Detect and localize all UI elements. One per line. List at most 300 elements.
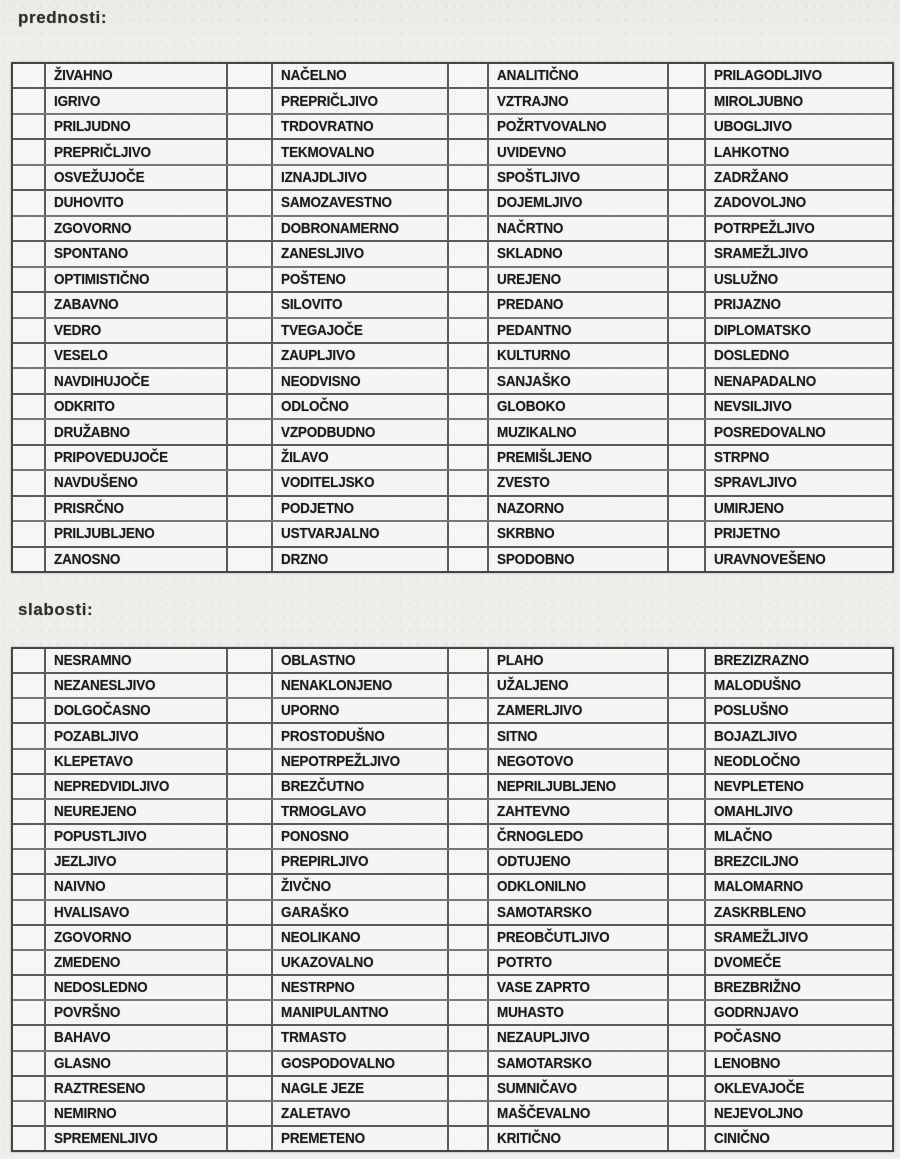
checkbox-cell[interactable]: [449, 1077, 489, 1100]
word-cell: [489, 850, 669, 873]
trait-word: PRIJETNO: [714, 525, 781, 543]
word-cell: [273, 522, 449, 545]
trait-word: POTRTO: [497, 953, 552, 971]
checkbox-cell[interactable]: [13, 268, 46, 291]
word-cell: [46, 293, 228, 316]
word-cell: [489, 522, 669, 545]
checkbox-cell[interactable]: [13, 1077, 46, 1100]
checkbox-cell[interactable]: [669, 140, 706, 163]
checkbox-cell[interactable]: [228, 951, 273, 974]
word-cell: [273, 901, 449, 924]
trait-word: NEVPLETENO: [714, 777, 804, 795]
trait-word: ZVESTO: [497, 474, 550, 492]
checkbox-cell[interactable]: [669, 64, 706, 87]
checkbox-cell[interactable]: [449, 649, 489, 672]
trait-word: PROSTODUŠNO: [281, 727, 385, 745]
word-cell: [46, 115, 228, 138]
checkbox-cell[interactable]: [669, 319, 706, 342]
checkbox-cell[interactable]: [13, 89, 46, 112]
table-row: [13, 522, 892, 547]
trait-word: ZABAVNO: [54, 296, 119, 314]
checkbox-cell[interactable]: [449, 674, 489, 697]
word-cell: [46, 420, 228, 443]
trait-word: SKLADNO: [497, 245, 563, 263]
trait-word: DOLGOČASNO: [54, 702, 151, 720]
table-row: [13, 89, 892, 114]
table-row: [13, 1127, 892, 1150]
trait-word: POSLUŠNO: [714, 702, 789, 720]
checkbox-cell[interactable]: [449, 951, 489, 974]
trait-word: KRITIČNO: [497, 1130, 561, 1148]
word-cell: [46, 775, 228, 798]
checkbox-cell[interactable]: [669, 497, 706, 520]
checkbox-cell[interactable]: [13, 674, 46, 697]
checkbox-cell[interactable]: [228, 344, 273, 367]
trait-word: GARAŠKO: [281, 903, 349, 921]
checkbox-cell[interactable]: [449, 1127, 489, 1150]
word-cell: [273, 115, 449, 138]
checkbox-cell[interactable]: [669, 242, 706, 265]
word-cell: [489, 674, 669, 697]
checkbox-cell[interactable]: [228, 522, 273, 545]
word-cell: [706, 699, 889, 722]
checkbox-cell[interactable]: [449, 497, 489, 520]
checkbox-cell[interactable]: [669, 724, 706, 747]
table-row: [13, 344, 892, 369]
checkbox-cell[interactable]: [228, 217, 273, 240]
checkbox-cell[interactable]: [228, 1077, 273, 1100]
word-cell: [46, 140, 228, 163]
checkbox-cell[interactable]: [13, 471, 46, 494]
trait-word: PRILJUDNO: [54, 118, 131, 136]
word-cell: [706, 724, 889, 747]
checkbox-cell[interactable]: [228, 140, 273, 163]
word-cell: [273, 976, 449, 999]
checkbox-cell[interactable]: [449, 64, 489, 87]
trait-word: LAHKOTNO: [714, 143, 790, 161]
checkbox-cell[interactable]: [449, 115, 489, 138]
checkbox-cell[interactable]: [13, 901, 46, 924]
checkbox-cell[interactable]: [669, 1127, 706, 1150]
trait-word: NESTRPNO: [281, 979, 355, 997]
checkbox-cell[interactable]: [228, 191, 273, 214]
word-cell: [46, 649, 228, 672]
checkbox-cell[interactable]: [669, 875, 706, 898]
word-cell: [706, 674, 889, 697]
checkbox-cell[interactable]: [13, 825, 46, 848]
trait-word: SRAMEŽLJIVO: [714, 245, 809, 263]
trait-word: GODRNJAVO: [714, 1004, 799, 1022]
word-cell: [706, 420, 889, 443]
checkbox-cell[interactable]: [228, 976, 273, 999]
checkbox-cell[interactable]: [228, 1052, 273, 1075]
checkbox-cell[interactable]: [13, 750, 46, 773]
table-row: [13, 1026, 892, 1051]
checkbox-cell[interactable]: [228, 926, 273, 949]
table-row: [13, 825, 892, 850]
checkbox-cell[interactable]: [13, 217, 46, 240]
checkbox-cell[interactable]: [228, 699, 273, 722]
checkbox-cell[interactable]: [669, 926, 706, 949]
checkbox-cell[interactable]: [13, 522, 46, 545]
word-cell: [273, 89, 449, 112]
checkbox-cell[interactable]: [449, 446, 489, 469]
word-cell: [273, 875, 449, 898]
table-row: [13, 497, 892, 522]
word-cell: [273, 724, 449, 747]
checkbox-cell[interactable]: [228, 649, 273, 672]
word-cell: [489, 750, 669, 773]
trait-word: ZAMERLJIVO: [497, 702, 583, 720]
word-cell: [489, 800, 669, 823]
checkbox-cell[interactable]: [449, 699, 489, 722]
word-cell: [706, 800, 889, 823]
checkbox-cell[interactable]: [449, 242, 489, 265]
checkbox-cell[interactable]: [669, 369, 706, 392]
checkbox-cell[interactable]: [228, 64, 273, 87]
word-cell: [706, 1077, 889, 1100]
checkbox-cell[interactable]: [228, 471, 273, 494]
trait-word: PRILJUBLJENO: [54, 525, 155, 543]
checkbox-cell[interactable]: [449, 825, 489, 848]
word-cell: [46, 395, 228, 418]
table-row: [13, 64, 892, 89]
table-row: [13, 115, 892, 140]
checkbox-cell[interactable]: [13, 951, 46, 974]
word-cell: [46, 166, 228, 189]
trait-word: NAVDIHUJOČE: [54, 372, 150, 390]
checkbox-cell[interactable]: [669, 775, 706, 798]
checkbox-cell[interactable]: [228, 1026, 273, 1049]
checkbox-cell[interactable]: [228, 242, 273, 265]
trait-word: PONOSNO: [281, 828, 349, 846]
word-cell: [489, 471, 669, 494]
trait-word: PODJETNO: [281, 499, 354, 517]
checkbox-cell[interactable]: [228, 800, 273, 823]
table-row: [13, 268, 892, 293]
trait-word: NEGOTOVO: [497, 752, 574, 770]
trait-word: DIPLOMATSKO: [714, 321, 811, 339]
checkbox-cell[interactable]: [669, 420, 706, 443]
checkbox-cell[interactable]: [449, 926, 489, 949]
checkbox-cell[interactable]: [449, 800, 489, 823]
checkbox-cell[interactable]: [449, 775, 489, 798]
checkbox-cell[interactable]: [669, 268, 706, 291]
table-row: [13, 217, 892, 242]
trait-word: MUZIKALNO: [497, 423, 577, 441]
checkbox-cell[interactable]: [449, 1026, 489, 1049]
checkbox-cell[interactable]: [449, 420, 489, 443]
checkbox-cell[interactable]: [13, 649, 46, 672]
checkbox-cell[interactable]: [228, 548, 273, 571]
word-cell: [273, 750, 449, 773]
checkbox-cell[interactable]: [228, 446, 273, 469]
word-cell: [706, 344, 889, 367]
trait-word: OBLASTNO: [281, 652, 356, 670]
checkbox-cell[interactable]: [449, 875, 489, 898]
table-row: [13, 724, 892, 749]
checkbox-cell[interactable]: [669, 166, 706, 189]
checkbox-cell[interactable]: [13, 242, 46, 265]
checkbox-cell[interactable]: [13, 64, 46, 87]
trait-word: ANALITIČNO: [497, 67, 579, 85]
checkbox-cell[interactable]: [13, 775, 46, 798]
trait-word: ŽIVČNO: [281, 878, 331, 896]
checkbox-cell[interactable]: [13, 319, 46, 342]
word-cell: [489, 951, 669, 974]
trait-word: NEVSILJIVO: [714, 398, 792, 416]
table-row: [13, 1077, 892, 1102]
checkbox-cell[interactable]: [13, 1052, 46, 1075]
checkbox-cell[interactable]: [449, 750, 489, 773]
trait-word: ZAUPLJIVO: [281, 347, 356, 365]
checkbox-cell[interactable]: [669, 901, 706, 924]
checkbox-cell[interactable]: [669, 800, 706, 823]
table-row: [13, 319, 892, 344]
trait-word: ZAHTEVNO: [497, 803, 570, 821]
word-cell: [489, 1001, 669, 1024]
checkbox-cell[interactable]: [449, 395, 489, 418]
checkbox-cell[interactable]: [13, 850, 46, 873]
weaknesses-table: [11, 647, 894, 1152]
trait-word: NEZAUPLJIVO: [497, 1029, 590, 1047]
checkbox-cell[interactable]: [228, 901, 273, 924]
checkbox-cell[interactable]: [228, 875, 273, 898]
checkbox-cell[interactable]: [228, 293, 273, 316]
checkbox-cell[interactable]: [13, 191, 46, 214]
checkbox-cell[interactable]: [228, 319, 273, 342]
checkbox-cell[interactable]: [449, 140, 489, 163]
word-cell: [46, 1026, 228, 1049]
trait-word: SILOVITO: [281, 296, 343, 314]
checkbox-cell[interactable]: [449, 724, 489, 747]
word-cell: [489, 319, 669, 342]
checkbox-cell[interactable]: [449, 522, 489, 545]
checkbox-cell[interactable]: [13, 976, 46, 999]
checkbox-cell[interactable]: [228, 166, 273, 189]
checkbox-cell[interactable]: [449, 901, 489, 924]
word-cell: [489, 497, 669, 520]
word-cell: [273, 800, 449, 823]
checkbox-cell[interactable]: [669, 674, 706, 697]
checkbox-cell[interactable]: [669, 1102, 706, 1125]
trait-word: ZMEDENO: [54, 953, 121, 971]
checkbox-cell[interactable]: [13, 395, 46, 418]
checkbox-cell[interactable]: [669, 293, 706, 316]
trait-word: NEODLOČNO: [714, 752, 801, 770]
checkbox-cell[interactable]: [669, 217, 706, 240]
trait-word: ODKRITO: [54, 398, 115, 416]
trait-word: NEPRILJUBLJENO: [497, 777, 617, 795]
trait-word: NEZANESLJIVO: [54, 677, 156, 695]
checkbox-cell[interactable]: [669, 1026, 706, 1049]
checkbox-cell[interactable]: [228, 115, 273, 138]
checkbox-cell[interactable]: [13, 1127, 46, 1150]
word-cell: [273, 140, 449, 163]
checkbox-cell[interactable]: [228, 89, 273, 112]
trait-word: MANIPULANTNO: [281, 1004, 389, 1022]
checkbox-cell[interactable]: [449, 89, 489, 112]
checkbox-cell[interactable]: [449, 976, 489, 999]
checkbox-cell[interactable]: [13, 369, 46, 392]
checkbox-cell[interactable]: [669, 1052, 706, 1075]
checkbox-cell[interactable]: [13, 724, 46, 747]
word-cell: [489, 217, 669, 240]
word-cell: [46, 951, 228, 974]
checkbox-cell[interactable]: [228, 724, 273, 747]
checkbox-cell[interactable]: [669, 850, 706, 873]
checkbox-cell[interactable]: [449, 850, 489, 873]
checkbox-cell[interactable]: [669, 825, 706, 848]
checkbox-cell[interactable]: [228, 395, 273, 418]
word-cell: [489, 420, 669, 443]
trait-word: DUHOVITO: [54, 194, 124, 212]
trait-word: ZADRŽANO: [714, 169, 789, 187]
trait-word: ZGOVORNO: [54, 928, 132, 946]
checkbox-cell[interactable]: [449, 319, 489, 342]
word-cell: [489, 115, 669, 138]
trait-word: USLUŽNO: [714, 270, 778, 288]
checkbox-cell[interactable]: [669, 548, 706, 571]
checkbox-cell[interactable]: [13, 699, 46, 722]
word-cell: [273, 420, 449, 443]
checkbox-cell[interactable]: [669, 344, 706, 367]
word-cell: [489, 1127, 669, 1150]
checkbox-cell[interactable]: [449, 369, 489, 392]
checkbox-cell[interactable]: [13, 926, 46, 949]
trait-word: POTRPEŽLJIVO: [714, 219, 815, 237]
trait-word: MAŠČEVALNO: [497, 1104, 591, 1122]
checkbox-cell[interactable]: [13, 1102, 46, 1125]
checkbox-cell[interactable]: [449, 217, 489, 240]
word-cell: [46, 1052, 228, 1075]
checkbox-cell[interactable]: [669, 191, 706, 214]
checkbox-cell[interactable]: [13, 446, 46, 469]
checkbox-cell[interactable]: [669, 115, 706, 138]
checkbox-cell[interactable]: [13, 800, 46, 823]
checkbox-cell[interactable]: [13, 166, 46, 189]
checkbox-cell[interactable]: [669, 522, 706, 545]
checkbox-cell[interactable]: [669, 446, 706, 469]
checkbox-cell[interactable]: [13, 140, 46, 163]
checkbox-cell[interactable]: [669, 649, 706, 672]
word-cell: [706, 64, 889, 87]
word-cell: [489, 775, 669, 798]
trait-word: SAMOTARSKO: [497, 903, 592, 921]
checkbox-cell[interactable]: [669, 1077, 706, 1100]
word-cell: [273, 497, 449, 520]
checkbox-cell[interactable]: [449, 293, 489, 316]
checkbox-cell[interactable]: [449, 344, 489, 367]
table-row: [13, 649, 892, 674]
checkbox-cell[interactable]: [669, 471, 706, 494]
checkbox-cell[interactable]: [13, 548, 46, 571]
checkbox-cell[interactable]: [449, 191, 489, 214]
checkbox-cell[interactable]: [449, 1001, 489, 1024]
trait-word: NEODVISNO: [281, 372, 361, 390]
trait-word: SKRBNO: [497, 525, 555, 543]
trait-word: BOJAZLJIVO: [714, 727, 797, 745]
trait-word: UŽALJENO: [497, 677, 569, 695]
checkbox-cell[interactable]: [13, 497, 46, 520]
checkbox-cell[interactable]: [449, 471, 489, 494]
trait-word: NENAKLONJENO: [281, 677, 393, 695]
checkbox-cell[interactable]: [449, 1052, 489, 1075]
word-cell: [489, 242, 669, 265]
checkbox-cell[interactable]: [13, 115, 46, 138]
trait-word: GLASNO: [54, 1054, 111, 1072]
checkbox-cell[interactable]: [669, 750, 706, 773]
checkbox-cell[interactable]: [228, 850, 273, 873]
checkbox-cell[interactable]: [449, 166, 489, 189]
checkbox-cell[interactable]: [13, 1001, 46, 1024]
trait-word: ODTUJENO: [497, 853, 571, 871]
trait-word: NESRAMNO: [54, 652, 132, 670]
word-cell: [46, 1127, 228, 1150]
checkbox-cell[interactable]: [228, 1102, 273, 1125]
word-cell: [706, 369, 889, 392]
checkbox-cell[interactable]: [228, 775, 273, 798]
word-cell: [46, 191, 228, 214]
checkbox-cell[interactable]: [449, 1102, 489, 1125]
checkbox-cell[interactable]: [13, 420, 46, 443]
checkbox-cell[interactable]: [669, 976, 706, 999]
checkbox-cell[interactable]: [669, 395, 706, 418]
checkbox-cell[interactable]: [669, 699, 706, 722]
trait-word: PREMIŠLJENO: [497, 449, 592, 467]
word-cell: [706, 268, 889, 291]
word-cell: [706, 850, 889, 873]
checkbox-cell[interactable]: [228, 268, 273, 291]
checkbox-cell[interactable]: [228, 497, 273, 520]
checkbox-cell[interactable]: [669, 951, 706, 974]
checkbox-cell[interactable]: [669, 1001, 706, 1024]
checkbox-cell[interactable]: [228, 420, 273, 443]
trait-word: SANJAŠKO: [497, 372, 571, 390]
checkbox-cell[interactable]: [669, 89, 706, 112]
checkbox-cell[interactable]: [228, 674, 273, 697]
checkbox-cell[interactable]: [449, 548, 489, 571]
word-cell: [489, 699, 669, 722]
word-cell: [46, 471, 228, 494]
trait-word: DVOMEČE: [714, 953, 782, 971]
word-cell: [46, 674, 228, 697]
trait-word: URAVNOVEŠENO: [714, 550, 826, 568]
word-cell: [706, 875, 889, 898]
checkbox-cell[interactable]: [13, 293, 46, 316]
trait-word: DRZNO: [281, 550, 329, 568]
table-row: [13, 166, 892, 191]
word-cell: [273, 242, 449, 265]
checkbox-cell[interactable]: [228, 825, 273, 848]
trait-word: SRAMEŽLJIVO: [714, 928, 809, 946]
checkbox-cell[interactable]: [228, 750, 273, 773]
table-row: [13, 471, 892, 496]
word-cell: [706, 775, 889, 798]
checkbox-cell[interactable]: [13, 875, 46, 898]
checkbox-cell[interactable]: [13, 344, 46, 367]
checkbox-cell[interactable]: [228, 1127, 273, 1150]
checkbox-cell[interactable]: [228, 1001, 273, 1024]
checkbox-cell[interactable]: [13, 1026, 46, 1049]
checkbox-cell[interactable]: [228, 369, 273, 392]
word-cell: [273, 395, 449, 418]
table-row: [13, 800, 892, 825]
checkbox-cell[interactable]: [449, 268, 489, 291]
trait-word: ZALETAVO: [281, 1104, 351, 1122]
table-row: [13, 951, 892, 976]
strengths-table: [11, 62, 894, 573]
